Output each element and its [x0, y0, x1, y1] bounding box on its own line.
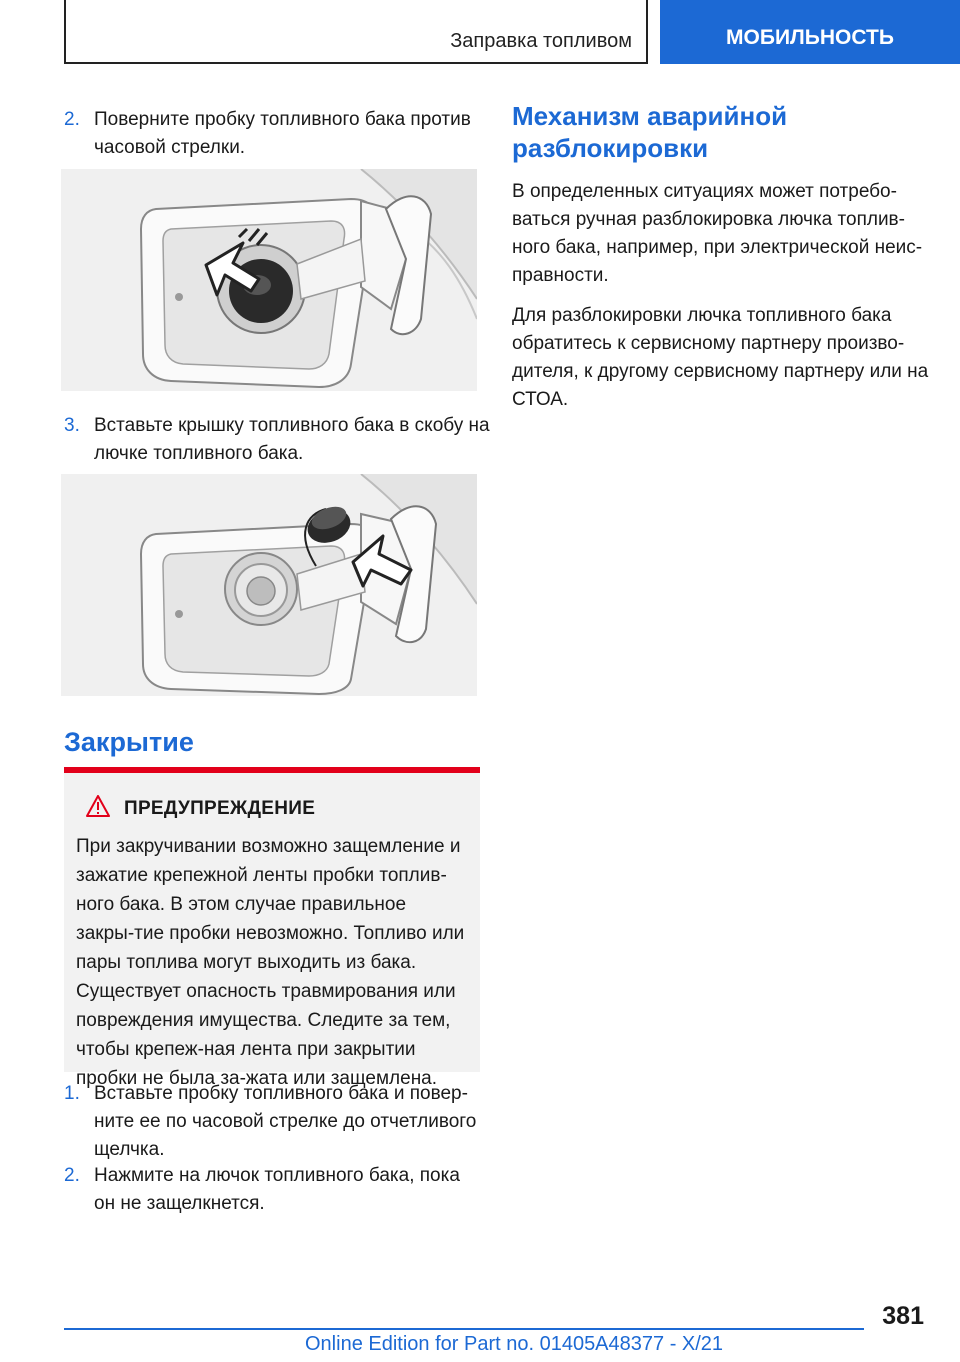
closing-step-2-text: Нажмите на лючок топливного бака, пока он не защелкнется. [94, 1165, 460, 1214]
warning-header [76, 795, 468, 822]
warning-triangle-icon [86, 795, 110, 822]
fuel-cap-holder-illustration [61, 474, 477, 696]
step-2-number: 2. [64, 109, 80, 130]
warning-text: При закручивании возможно защемление и зажатие крепежной ленты пробки топлив-ного бака. В этом случае правильное закры-тие пробки невозможно. Топливо или пары топлива могут выходить из бака. Существует опасность травмирования или повреждения имущества. Следите за тем, чтобы крепеж-ная лента при закрытии пробки не была за-жата или защемлена. [76, 836, 465, 1089]
page-number: 381 [882, 1302, 924, 1330]
fuel-cap-unscrew-illustration [61, 169, 477, 391]
emergency-release-para-2: Для разблокировки лючка топливного бака обратитесь к сервисному партнеру произво-дителя, к другому сервисному партнеру или на СТОА. [512, 305, 929, 410]
emergency-release-para-1: В определенных ситуациях может потребо-ваться ручная разблокировка лючка топлив-ного бака, например, при электрической неис-правности. [512, 181, 923, 286]
step-3 [64, 412, 510, 468]
closing-step-1-number: 1. [64, 1083, 80, 1104]
footer-rule [64, 1328, 864, 1330]
warning-title: ПРЕДУПРЕЖДЕНИЕ [124, 797, 316, 819]
step-2-text: Поверните пробку топливного бака против часовой стрелки. [94, 109, 471, 158]
step-3-number: 3. [64, 415, 80, 436]
step-3-text: Вставьте крышку топливного бака в скобу на лючке топливного бака. [94, 415, 490, 464]
footer-edition-link[interactable]: Online Edition for Part no. 01405A48377 - X/21 [305, 1333, 724, 1355]
section-title-closing: Закрытие [64, 727, 194, 757]
header-chapter-tab: МОБИЛЬНОСТЬ [660, 0, 960, 64]
closing-step-2-number: 2. [64, 1165, 80, 1186]
warning-box [64, 767, 480, 1089]
closing-step-1 [64, 1080, 480, 1164]
right-column [512, 100, 932, 426]
header-frame [64, 0, 648, 64]
emergency-release-title: Механизм аварийной разблокировки [512, 101, 788, 163]
closing-step-2 [64, 1162, 480, 1218]
header-section-title: Заправка топливом [450, 30, 632, 52]
closing-step-1-text: Вставьте пробку топливного бака и повер-ните ее по часовой стрелке до отчетливого щелчка. [94, 1083, 477, 1160]
step-2 [64, 106, 510, 162]
